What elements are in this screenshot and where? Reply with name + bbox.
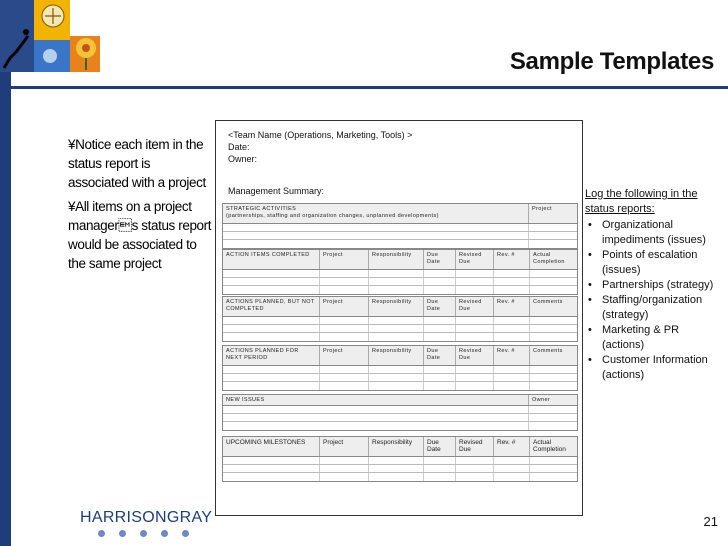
col-header: Actual Completion (533, 252, 565, 265)
col-header: Comments (533, 348, 563, 354)
table-row (223, 414, 577, 422)
col-header: Project (320, 250, 369, 269)
list-item (585, 323, 720, 353)
col-header: Responsibility (369, 437, 424, 456)
note-item: ¥Notice each item in the status report is associated with a project (68, 137, 206, 190)
list-item-label: Points of escalation (issues) (602, 249, 698, 276)
table-row (223, 333, 577, 341)
team-name-line: <Team Name (Operations, Marketing, Tools) > (228, 130, 413, 140)
table-row (223, 240, 577, 248)
col-header: Revised Due (456, 250, 494, 269)
actions-planned-next-period-table (222, 345, 578, 391)
col-header: Due Date (424, 250, 456, 269)
table-row (223, 224, 577, 232)
list-item-label: Customer Information (actions) (602, 354, 708, 381)
table-row (223, 317, 577, 325)
actions-planned-not-completed-table (222, 296, 578, 342)
list-item-label: Staffing/organization (strategy) (602, 294, 703, 321)
col-header: Project (320, 297, 369, 316)
col-header: Revised Due (456, 437, 494, 456)
table-row (223, 374, 577, 382)
col-header: Revised Due (456, 297, 494, 316)
col-header: Rev. # (494, 250, 530, 269)
upcoming-milestones-table (222, 436, 578, 482)
note-item: ¥All items on a project managers status report would be associated to the same project (68, 199, 212, 271)
date-label: Date: (228, 142, 250, 152)
title-divider (0, 86, 728, 89)
left-accent-bar (0, 0, 11, 546)
col-header: Responsibility (369, 297, 424, 316)
table-row (223, 422, 577, 430)
col-header: Revised Due (456, 346, 494, 365)
bullet-icon: • (588, 354, 592, 366)
col-header: Actual Completion (533, 439, 566, 453)
bullet-icon: • (588, 279, 592, 291)
bullet-icon: • (588, 249, 592, 261)
list-item (585, 293, 720, 323)
col-header: UPCOMING MILESTONES (223, 437, 320, 456)
list-item-label: Marketing & PR (actions) (602, 324, 680, 351)
table-row (223, 232, 577, 240)
table-row (223, 366, 577, 374)
col-header: Due Date (424, 346, 456, 365)
status-report-template (215, 120, 583, 516)
bullet-icon: • (588, 324, 592, 336)
col-header: Rev. # (494, 346, 530, 365)
col-header: Due Date (424, 437, 456, 456)
col-header: Project (320, 346, 369, 365)
log-list (585, 218, 720, 383)
table-row (223, 286, 577, 294)
list-item (585, 278, 720, 293)
list-item-label: Partnerships (strategy) (602, 279, 714, 291)
col-header: Comments (533, 299, 563, 305)
strategic-project-header: Project (532, 206, 552, 212)
list-item (585, 353, 720, 383)
table-row (223, 325, 577, 333)
table-row (223, 406, 577, 414)
col-header: Rev. # (494, 437, 530, 456)
owner-label: Owner: (228, 154, 258, 164)
strategic-activities-table (222, 203, 578, 249)
bullet-icon: • (588, 219, 592, 231)
col-header: Project (320, 437, 369, 456)
list-item (585, 218, 720, 248)
list-item-label: Organizational impediments (issues) (602, 219, 706, 246)
table-row (223, 473, 577, 481)
new-issues-table (222, 394, 578, 431)
log-panel (585, 187, 720, 383)
strategic-subtitle: (partnerships, staffing and organization changes, unplanned developments) (226, 213, 439, 219)
table-row (223, 270, 577, 278)
log-heading: Log the following in the status reports: (585, 188, 698, 215)
brand-dots-icon (98, 530, 189, 537)
table-row (223, 457, 577, 465)
list-item (585, 248, 720, 278)
table-row (223, 278, 577, 286)
col-header: ACTION ITEMS COMPLETED (223, 250, 320, 269)
col-header: Responsibility (369, 346, 424, 365)
notes-panel (68, 135, 213, 278)
table-row (223, 465, 577, 473)
page-number: 21 (703, 514, 718, 529)
col-header: Rev. # (494, 297, 530, 316)
action-items-completed-table (222, 249, 578, 295)
decorative-logo-art-icon (0, 0, 100, 72)
col-header: NEW ISSUES (223, 395, 529, 405)
col-header: ACTIONS PLANNED FOR NEXT PERIOD (223, 346, 320, 365)
strategic-title: STRATEGIC ACTIVITIES (226, 206, 297, 212)
brand-logo: HARRISONGRAY (80, 509, 213, 526)
table-row (223, 382, 577, 390)
col-header: Owner (532, 397, 551, 403)
bullet-icon: • (588, 294, 592, 306)
slide-title: Sample Templates (509, 48, 714, 75)
strategic-header (223, 204, 529, 223)
management-summary-label: Management Summary: (228, 186, 325, 196)
col-header: Due Date (424, 297, 456, 316)
col-header: ACTIONS PLANNED, BUT NOT COMPLETED (223, 297, 320, 316)
col-header: Responsibility (369, 250, 424, 269)
